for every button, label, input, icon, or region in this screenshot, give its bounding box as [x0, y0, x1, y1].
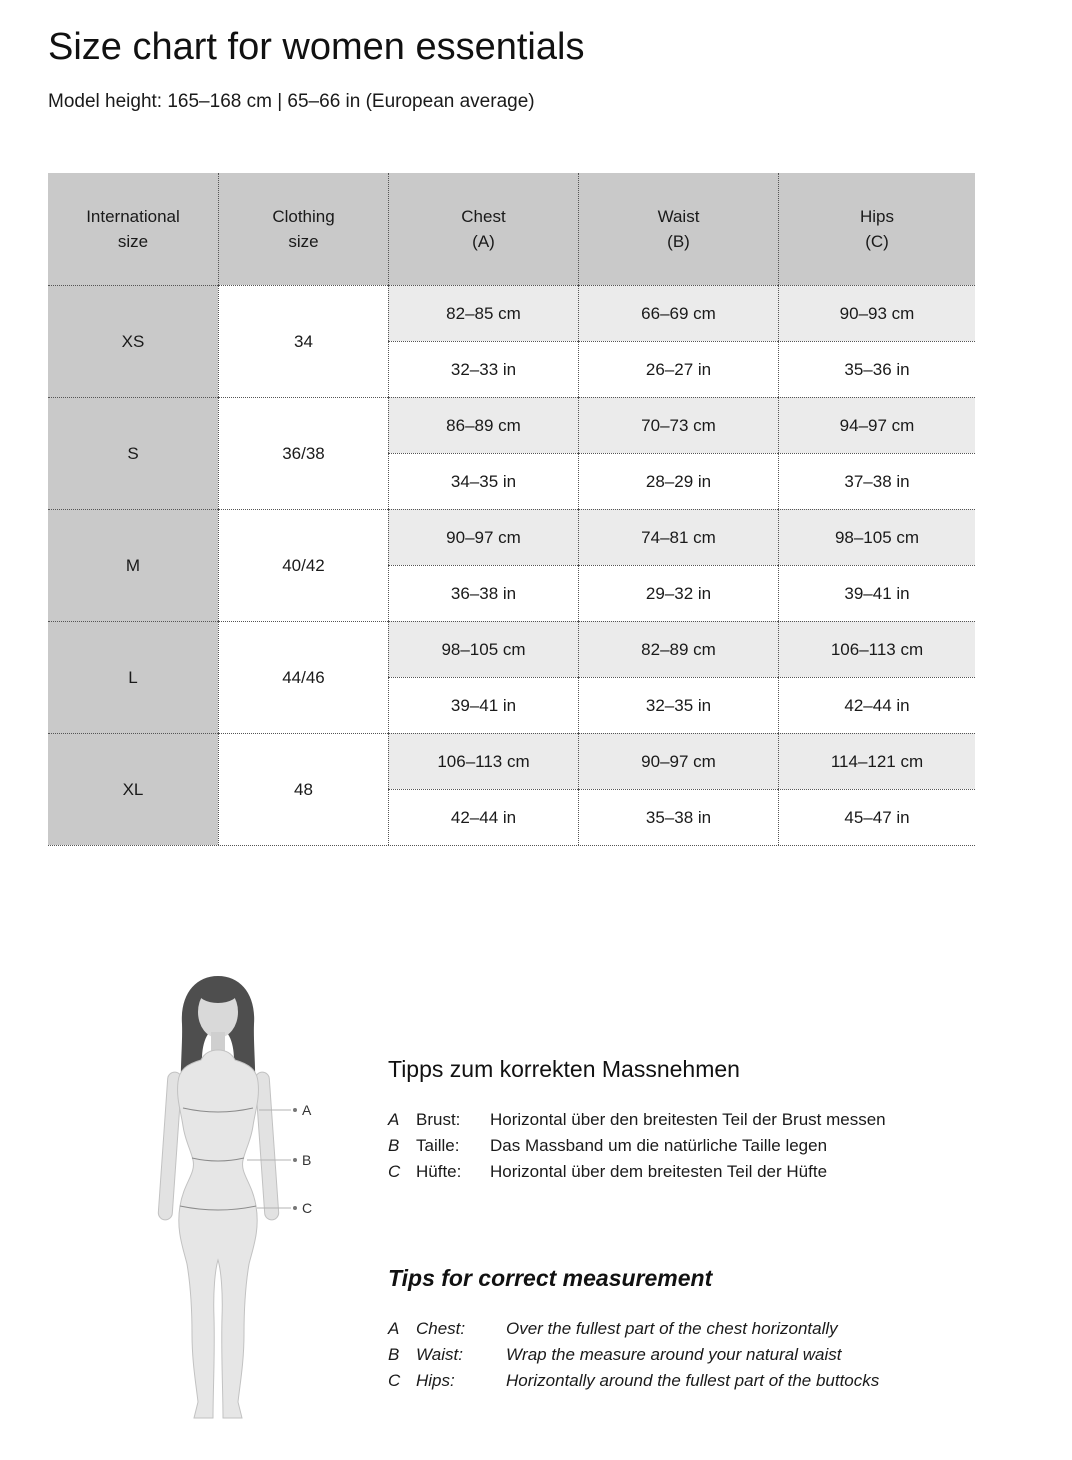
figure-wrap [48, 970, 388, 1430]
tip-row [388, 1316, 1024, 1342]
size-chart-table [48, 173, 975, 846]
chest-in-cell: 36–38 in [388, 565, 578, 621]
header-line: (C) [865, 232, 889, 251]
header-line: International [86, 206, 180, 226]
tip-text: Horizontally around the fullest part of the buttocks [506, 1371, 880, 1390]
hips-cm-cell: 90–93 cm [778, 285, 975, 341]
tips-german-items [388, 1107, 1024, 1185]
header-clothing-size [218, 173, 388, 285]
clothing-size-cell: 36/38 [218, 397, 388, 509]
woman-measurement-figure [111, 970, 326, 1430]
hips-in-cell: 39–41 in [778, 565, 975, 621]
tip-row [388, 1368, 1024, 1394]
tip-row [388, 1159, 1024, 1185]
tip-label: Taille: [416, 1136, 460, 1155]
tip-row [388, 1107, 1024, 1133]
tips-english-block [388, 1265, 1024, 1394]
tip-label: Brust: [416, 1110, 461, 1129]
tip-text: Wrap the measure around your natural waist [506, 1345, 842, 1364]
tip-key: B [388, 1345, 400, 1364]
header-line: Hips [859, 206, 894, 226]
header-line: size [288, 232, 319, 251]
chest-cm-cell: 86–89 cm [388, 397, 578, 453]
intl-size-cell: XL [48, 733, 218, 845]
hips-cm-cell: 114–121 cm [778, 733, 975, 789]
tips-column [388, 970, 1024, 1394]
hips-in-cell: 37–38 in [778, 453, 975, 509]
tips-english-title: Tips for correct measurement [388, 1265, 713, 1291]
clothing-size-cell: 44/46 [218, 621, 388, 733]
tip-row [388, 1342, 1024, 1368]
chest-cm-cell: 82–85 cm [388, 285, 578, 341]
figure-label-a: A [301, 1102, 311, 1118]
intl-size-cell: L [48, 621, 218, 733]
header-waist [578, 173, 778, 285]
hips-in-cell: 35–36 in [778, 341, 975, 397]
waist-in-cell: 26–27 in [578, 341, 778, 397]
waist-cm-cell: 90–97 cm [578, 733, 778, 789]
chest-in-cell: 42–44 in [388, 789, 578, 845]
clothing-size-cell: 48 [218, 733, 388, 845]
hips-in-cell: 42–44 in [778, 677, 975, 733]
tips-german-title: Tipps zum korrekten Massnehmen [388, 1056, 740, 1082]
body-silhouette [177, 1050, 258, 1418]
waist-in-cell: 35–38 in [578, 789, 778, 845]
hips-in-cell: 45–47 in [778, 789, 975, 845]
chest-in-cell: 39–41 in [388, 677, 578, 733]
waist-cm-cell: 66–69 cm [578, 285, 778, 341]
chest-in-cell: 34–35 in [388, 453, 578, 509]
waist-in-cell: 32–35 in [578, 677, 778, 733]
intl-size-cell: S [48, 397, 218, 509]
tip-key: A [388, 1110, 400, 1129]
tip-label: Chest: [416, 1319, 466, 1338]
intl-size-cell: M [48, 509, 218, 621]
leader-dot-c [293, 1206, 297, 1210]
waist-cm-cell: 74–81 cm [578, 509, 778, 565]
chest-cm-cell: 98–105 cm [388, 621, 578, 677]
header-line: Chest [461, 206, 506, 226]
hair-top [197, 979, 239, 1003]
header-line: (B) [667, 232, 690, 251]
tip-row [388, 1133, 1024, 1159]
tip-text: Das Massband um die natürliche Taille legen [490, 1136, 828, 1155]
clothing-size-cell: 40/42 [218, 509, 388, 621]
hips-cm-cell: 98–105 cm [778, 509, 975, 565]
header-line: size [117, 232, 149, 251]
tip-key: A [388, 1319, 400, 1338]
tip-label: Hips: [416, 1371, 455, 1390]
page-title: Size chart for women essentials [48, 26, 585, 68]
tips-english-items [388, 1316, 1024, 1394]
leader-dot-b [293, 1158, 297, 1162]
tip-key: C [388, 1162, 401, 1181]
header-hips [778, 173, 975, 285]
header-line: Clothing [272, 206, 335, 226]
tip-key: C [388, 1371, 401, 1390]
clothing-size-cell: 34 [218, 285, 388, 397]
tips-german-block [388, 1056, 1024, 1185]
tip-label: Hüfte: [416, 1162, 462, 1181]
header-line: Waist [657, 206, 700, 226]
figure-label-b: B [301, 1152, 311, 1168]
tip-text: Horizontal über den breitesten Teil der Brust messen [490, 1110, 886, 1129]
waist-in-cell: 29–32 in [578, 565, 778, 621]
waist-cm-cell: 70–73 cm [578, 397, 778, 453]
measurement-section [48, 970, 1024, 1430]
tip-label: Waist: [416, 1345, 463, 1364]
tip-text: Horizontal über dem breitesten Teil der Hüfte [490, 1162, 828, 1181]
chest-in-cell: 32–33 in [388, 341, 578, 397]
waist-cm-cell: 82–89 cm [578, 621, 778, 677]
header-line: (A) [472, 232, 495, 251]
intl-size-cell: XS [48, 285, 218, 397]
chest-cm-cell: 106–113 cm [388, 733, 578, 789]
model-height-subtitle: Model height: 165–168 cm | 65–66 in (European average) [48, 91, 535, 112]
waist-in-cell: 28–29 in [578, 453, 778, 509]
tip-text: Over the fullest part of the chest horizontally [506, 1319, 838, 1338]
chest-cm-cell: 90–97 cm [388, 509, 578, 565]
hips-cm-cell: 106–113 cm [778, 621, 975, 677]
hips-cm-cell: 94–97 cm [778, 397, 975, 453]
header-chest [388, 173, 578, 285]
leader-dot-a [293, 1108, 297, 1112]
tip-key: B [388, 1136, 400, 1155]
figure-label-c: C [301, 1200, 312, 1216]
header-international-size [48, 173, 218, 285]
